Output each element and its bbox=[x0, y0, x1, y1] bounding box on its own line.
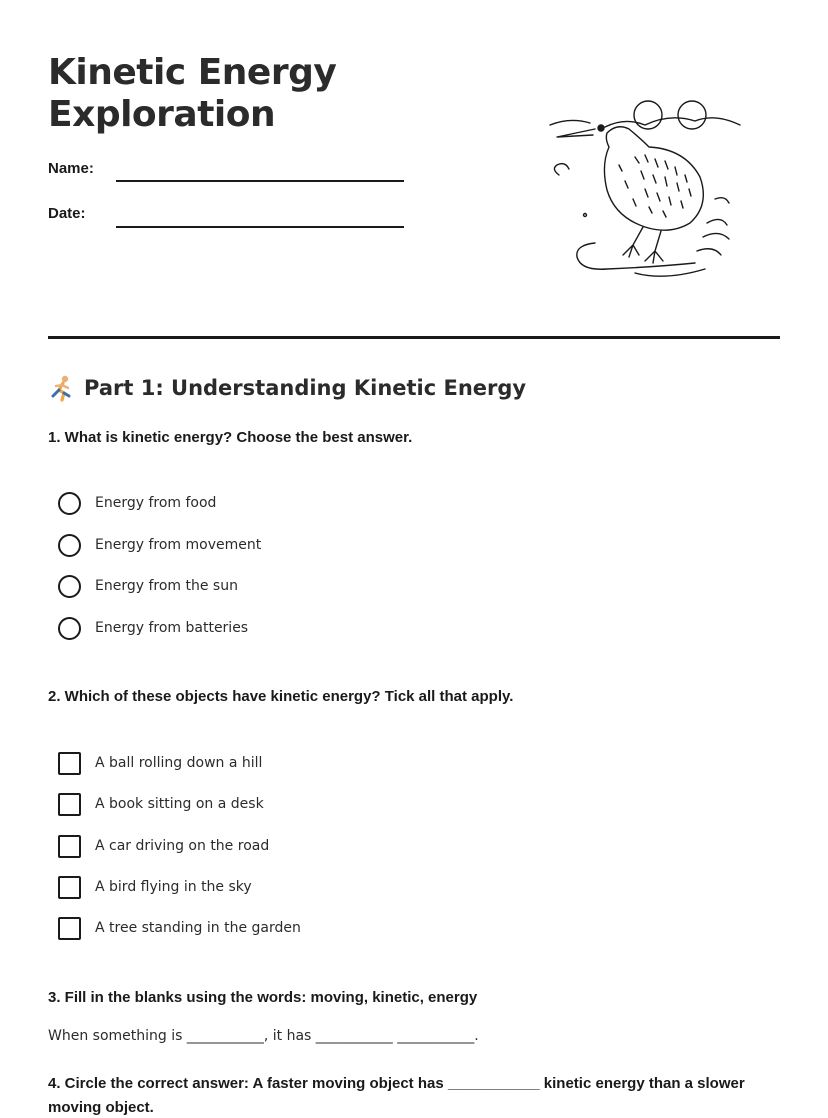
question-1: 1. What is kinetic energy? Choose the best answer. bbox=[48, 429, 413, 446]
kiwi-bird-icon bbox=[545, 95, 750, 285]
q2-option-car[interactable] bbox=[58, 834, 269, 858]
name-label: Name: bbox=[48, 160, 94, 177]
option-label: Energy from movement bbox=[95, 537, 262, 553]
question-3: 3. Fill in the blanks using the words: moving, kinetic, energy bbox=[48, 989, 478, 1006]
question-2: 2. Which of these objects have kinetic energy? Tick all that apply. bbox=[48, 688, 514, 705]
name-field[interactable] bbox=[116, 180, 404, 182]
title-line-2: Exploration bbox=[48, 94, 276, 135]
radio-button[interactable] bbox=[58, 575, 81, 598]
q2-option-bird[interactable] bbox=[58, 875, 252, 899]
fill-in-sentence[interactable]: When something is ___________, it has ___________ ___________. bbox=[48, 1028, 479, 1044]
worksheet-title bbox=[48, 52, 468, 136]
option-label: A car driving on the road bbox=[95, 838, 270, 854]
q1-option-food[interactable] bbox=[58, 491, 216, 515]
option-label: A bird flying in the sky bbox=[95, 879, 252, 895]
q1-option-sun[interactable] bbox=[58, 574, 238, 598]
checkbox[interactable] bbox=[58, 835, 81, 858]
radio-button[interactable] bbox=[58, 534, 81, 557]
q1-option-batteries[interactable] bbox=[58, 616, 248, 640]
date-field[interactable] bbox=[116, 226, 404, 228]
q2-option-book[interactable] bbox=[58, 792, 264, 816]
option-label: Energy from the sun bbox=[95, 578, 238, 594]
option-label: Energy from batteries bbox=[95, 620, 249, 636]
option-label: Energy from food bbox=[95, 495, 217, 511]
q1-option-movement[interactable] bbox=[58, 533, 261, 557]
part1-heading bbox=[48, 374, 526, 402]
q2-option-ball[interactable] bbox=[58, 751, 262, 775]
question-4: 4. Circle the correct answer: A faster moving object has ___________ kinetic energy than a slower moving object. bbox=[48, 1075, 745, 1116]
title-line-1: Kinetic Energy bbox=[48, 52, 337, 93]
checkbox[interactable] bbox=[58, 793, 81, 816]
radio-button[interactable] bbox=[58, 617, 81, 640]
running-person-icon bbox=[48, 374, 76, 402]
checkbox[interactable] bbox=[58, 876, 81, 899]
radio-button[interactable] bbox=[58, 492, 81, 515]
option-label: A tree standing in the garden bbox=[95, 920, 301, 936]
q2-option-tree[interactable] bbox=[58, 916, 301, 940]
date-label: Date: bbox=[48, 205, 86, 222]
option-label: A ball rolling down a hill bbox=[95, 755, 263, 771]
checkbox[interactable] bbox=[58, 917, 81, 940]
section-divider bbox=[48, 336, 780, 339]
checkbox[interactable] bbox=[58, 752, 81, 775]
part1-heading-text: Part 1: Understanding Kinetic Energy bbox=[84, 376, 527, 400]
option-label: A book sitting on a desk bbox=[95, 796, 264, 812]
